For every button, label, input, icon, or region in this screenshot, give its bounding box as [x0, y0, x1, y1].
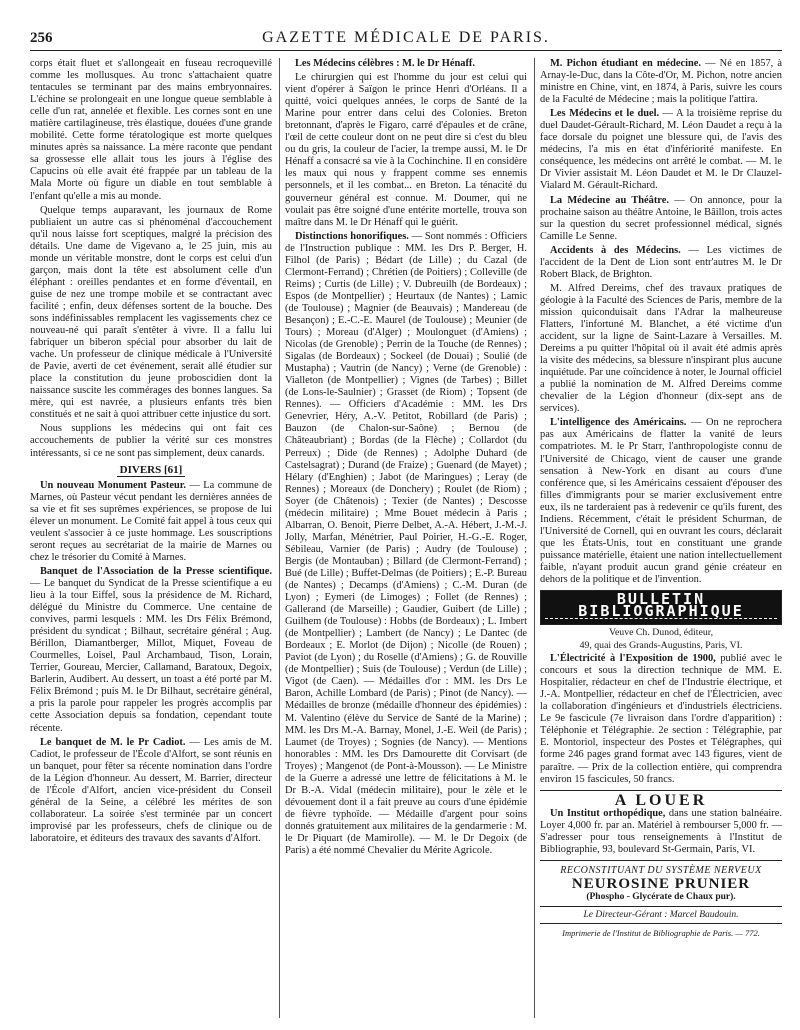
- article-title: Accidents à des Médecins.: [550, 244, 681, 256]
- article: [540, 108, 782, 192]
- article-title: Un nouveau Monument Pasteur.: [40, 479, 186, 491]
- advert-subtitle: (Phospho - Glycérate de Chaux pur).: [586, 891, 736, 902]
- column-divider: [534, 58, 535, 1018]
- article-text: — Les victimes de l'accident de la Dent de Lion sont entr'autres M. le Dr Robert Black, de Brighton.: [540, 244, 782, 280]
- divider: [540, 860, 782, 861]
- article-title: L'intelligence des Américains.: [550, 417, 687, 429]
- divider: [540, 790, 782, 791]
- article-title: La Médecine au Théâtre.: [550, 194, 669, 206]
- column-3: [540, 58, 782, 1018]
- article: [30, 566, 272, 735]
- book-notice: [540, 653, 782, 786]
- article: [30, 480, 272, 564]
- article-text: — Les amis de M. Cadiot, le professeur de l'École d'Alfort, se sont réunis en un banquet, pour fêter sa récente nomination dans l'ordre de la Légion d'honneur. Au dessert, M. Barrier, directeur de l'École d'Alfort, ancien vice-président du Conseil général de la Seine, a célébré les mérites de son collaborateur. La soirée s'est terminée par un concert improvisé par les professeurs, chefs de clinique ou de laboratoire, et éditeurs des travaux des savants d'Alfort.: [30, 736, 272, 844]
- page-header: [30, 28, 782, 51]
- ad-text: dans une station balnéaire. Loyer 4,000 fr. par an. Matériel à rembourser 5,000 fr. — S'adresser pour tous renseignements à l'Institut de Bibliographie, 93, boulevard St-Germain, Paris, VI.: [540, 807, 782, 855]
- page-number: 256: [30, 30, 53, 46]
- article-title: Les Médecins célèbres : M. le Dr Hénaff.: [295, 58, 475, 69]
- director-line: Le Directeur-Gérant : Marcel Baudouin.: [540, 906, 782, 924]
- advert-product: NEUROSINE PRUNIER: [571, 875, 751, 892]
- column-divider: [279, 58, 280, 1018]
- article: [285, 58, 527, 70]
- article: [30, 737, 272, 845]
- article-text: — Sont nommés : Officiers de l'Instruction publique : MM. les Drs P. Berger, H. Filhol (de Paris) ; Bédart (de Lille) ; du Cazal (de Clermont-Ferrand) ; Chrétien (de Poitiers) ; Colleville (de Reims) ; Curtis (de Lille) ; V. Dubreuilh (de Bordeaux) ; Espos (de Montpellier) ; Heurtaux (de Nantes) ; Lamic (de Toulouse) ; Magnier (de Beauvais) ; Mandereau (de Besançon) ; E.-C.-E. Maurel (de Toulouse) ; Meunier (de Tours) ; Moreau (d'Alger) ; Moulonguet (d'Amiens) ; Nicolas (de Grenoble) ; Perrin de la Touche (de Rennes) ; Sigalas (de Bordeaux) ; Sockeel (de Douai) ; Soulié (de Mustapha) ; Vautrin (de Nancy) ; Verne (de Grenoble) : Vialleton (de Montpellier) ; Vignes (de Tarbes) ; Billet (de Lons-le-Saulnier) ; Grasset (de Riom) ; Topsent (de Rennes). — Officiers d'Académie : MM. les Drs Genevrier, Héry, A.-V. Petitot, Robillard (de Paris) ; Bauzon (de Chalon-sur-Saône) ; Bernou (de Châteaubriant) ; Bordas (de la Flèche) ; Collardot (du Perreux) ; Dide (de Rennes) ; Adolphe Duhard (de Castelsagrat) ; Durand (de Fraize) ; Guenard (de Mayet) ; Hélary (d'Enghien) ; Jabot (de Maringues) ; Leray (de Rennes) ; Moreaux (de Donchery) ; Roulet (de Riom) ; Soyer (de Châtenois) ; Texier (de Nantes) ; Descosse (médecin militaire) ; Mme Bouet médecin à Paris ; Albarran, O. Benoit, Pierre Delbet, A.-A. Hébert, J.-M.-J. Jolly, Marfan, Ménétrier, Paul Poirier, H.-G.-E. Roger, Sébileau, Varnier (de Paris) ; Audry (de Toulouse) ; Bergis (de Montauban) ; Billard (de Clermont-Ferrand) ; Bué (de Lille) ; Buffet-Delmas (de Poitiers) ; E.-P. Bureau (de Nantes) ; Decamps (d'Amiens) ; C.-M. Duran (de Lyon) ; Eymeri (de Limoges) ; Follet (de Rennes) ; Gallerand (de Marseille) ; Gaudier, Guibert (de Lille) ; Guilhem (de Toulouse) : Hobbs (de Bordeaux) ; L. Imbert (de Montpellier) ; Lambert (de Nancy) ; Le Dantec (de Bordeaux ; E. Morlot (de Dijon) ; Nicolle (de Rouen) ; Paviot (de Lyon) ; du Roselle (d'Amiens) ; G. de Rouville (de Montpellier) ; Suis (de Toulouse) ; Verdun (de Lille) ; Vigot (de Caen). — Médailles d'or : MM. les Drs Le Baron, Achille Lombard (de Paris) ; Pinot (de Nancy). — Médailles de bronze (médaille d'honneur des épidémies) : M. Valentino (élève du Service de Santé de la Marine) ; MM. les Drs M.-A. Barnay, Monel, J.-E. Weil (de Paris) ; Laumet (de Troyes) ; Sognies (de Nancy). — Mentions honorables : MM. les Drs Damourette dit Corvisart (de Troyes) ; Mangenot (de Pont-à-Mousson). — Le Ministre de la Guerre a adressé une lettre de félicitations à M. le Dr B.-A. Vidal (médecin militaire), pour le zèle et le dévouement dont il a fait preuve au cours d'une épidémie de fièvre typhoïde. — Médaille d'argent pour soins donnés gratuitement aux militaires de la gendarmerie : M. le Dr Piquart (de Mamirolle). — M. le Dr Degoix (de Paris) a été nommé Chevalier du Mérite Agricole.: [285, 230, 527, 857]
- article: [540, 58, 782, 106]
- publisher-address: 49, quai des Grands-Augustins, Paris, VI.: [579, 640, 743, 652]
- journal-title: GAZETTE MÉDICALE DE PARIS.: [262, 29, 550, 46]
- article-title: Les Médecins et le duel.: [550, 108, 660, 120]
- ad-title: Un Institut orthopédique,: [550, 807, 666, 819]
- paragraph: Nous supplions les médecins qui ont fait ces accouchements de publier la vérité sur ces monstres intéressants, si ce ne sont pas simplement, deux canards.: [30, 423, 272, 459]
- book-title: L'Électricité à l'Exposition de 1900,: [550, 653, 716, 665]
- printer-line: Imprimerie de l'Institut de Bibliographie de Paris. — 772.: [562, 928, 760, 939]
- article-title: M. Pichon étudiant en médecine.: [550, 58, 702, 69]
- columns: [30, 58, 782, 1018]
- classified-ad: [540, 808, 782, 856]
- book-text: publié avec le concours et sous la direction technique de MM. E. Hospitalier, rédacteur en chef de l'Industrie électrique, et J.-A. Montpellier, rédacteur en chef de l'Électricien, avec la collaboration d'ingénieurs et d'industriels électriciens. Le 9e fascicule (7e livraison dans l'ordre d'apparition) : Téléphonie et Télégraphie. 2e section : Télégraphie, par E. Montoriol, inspecteur des Postes et Télégraphes, qui forme 246 pages grand format avec 143 figures, vient de paraître. — Prix de la collection entière, qui comprendra environ 15 fascicules, 50 francs.: [540, 653, 782, 785]
- article: [540, 245, 782, 281]
- article-text: — Né en 1857, à Arnay-le-Duc, dans la Côte-d'Or, M. Pichon, notre ancien ministre en Chine, vint, en 1874, à Paris, suivre les cours de la Faculté de Médecine ; mais la politique l'attira.: [540, 58, 782, 106]
- paragraph: M. Alfred Dereims, chef des travaux pratiques de géologie à la Faculté des Sciences de Paris, membre de la mission quiconduisait dans l'Adrar la malheureuse Flatters, l'infortuné M. Blanchet, a été victime d'un accident, sur la ligne de Saint-Lazare à Versailles. M. Dereims a pu quitter l'hôpital où il avait été admis après la visite des médecins, sa blessure n'inspirant plus aucune inquiétude. Par une coïncidence à noter, le Journal officiel a publié la nomination de M. Alfred Dereims comme chevalier de la Légion d'honneur (dix-sept ans de services).: [540, 282, 782, 415]
- paragraph: Quelque temps auparavant, les journaux de Rome publiaient un autre cas si phénoménal d'accouchement qu'il nous laisse fort sceptiques, malgré la précision des détails. Une dame de Vigevano a, le 25 juin, mis au monde un véritable monstre, dont le corps est celui d'un garçon, mais dont la tête est absolument celle d'un éléphant : oreilles pendantes et en forme d'éventail, en guise de nez une trompe mobile et se contractant avec facilité ; enfin, deux défenses sortent de la bouche. Des sons indéfinissables remplacent les vagissements chez ce nouveau-né qui paraît s'entêter à vivre. Il a fallu lui fabriquer un biberon spécial pour absorber du lait de vache. Un professeur de clinique médicale à l'Université de Pavie, averti de cet événement, serait allé étudier sur place la constitution du jeune proboscidien dont la naissance suscite les commérages des bonnes langues. Sa mère, qui est navrée, a plusieurs enfants très bien constitués et ne sait à quoi attribuer cette injustice du sort.: [30, 204, 272, 421]
- article-text: — On annonce, pour la prochaine saison au théâtre Antoine, le Bâillon, trois actes sur la question du secret professionnel médical, signés Camille Le Senne.: [540, 194, 782, 242]
- column-1: [30, 58, 272, 1018]
- divers-heading-block: [30, 464, 272, 477]
- divers-heading: DIVERS [61]: [117, 464, 186, 477]
- bulletin-title: BULLETIN BIBLIOGRAPHIQUE: [578, 590, 744, 621]
- article: [540, 417, 782, 586]
- article: [540, 195, 782, 243]
- article-text: — Le banquet du Syndicat de la Presse scientifique a eu lieu à la tour Eiffel, sous la présidence de M. Richard, délégué du Ministre du Commerce. Une centaine de convives, parmi lesquels : MM. les Drs Félix Brémond, président du syndicat ; Bilhaut, secrétaire général ; Aug. Bérillon, Diamantberger, Millot, Miquet, Foveau de Courmelles, Loisel, Paul Archambaud, Tison, Lorain, Terrier, Goureau, Mercier, Callamand, Baratoux, Degoix, Barlerin, Audibert. Au dessert, un toast a été porté par M. Félix Brémond ; puis M. le Dr Bilhaut, secrétaire général, a pris la parole pour rappeler les progrès accomplis par cette Association depuis sa fondation, cependant toute récente.: [30, 577, 272, 734]
- article: [285, 231, 527, 857]
- article-title: Banquet de l'Association de la Presse scientifique.: [40, 565, 272, 577]
- paragraph: corps était fluet et s'allongeait en fuseau recroquevillé comme les mollusques. Au tronc s'attachaient quatre tentacules se terminant par des mains embryonnaires. L'échine se prolongeait en une longue queue semblable à celle d'un rat, annelée et flexible. Les cornes sont en une matière cartilagineuse, très élastique, douées d'une grande mobilité. Cette forme tératologique est morte quelques minutes après sa naissance. La mère raconte que pendant sa grossesse elle allait tous les jours à l'église des Capucins où elle avait été frappée par un tableau de la Mala Morte où figure un diable en tout semblable à l'enfant qu'elle a mis au monde.: [30, 58, 272, 202]
- a-louer-heading: A LOUER: [614, 791, 708, 809]
- article-text: — On ne reprochera pas aux Américains de flatter la vanité de leurs compatriotes. M. le Pr Starr, l'anthropologiste connu de l'Université de Chicago, vient de causer une grande sensation à New-York en disant au cours d'une conférence que, si les Américains cessaient d'épouser des filles d'immigrants pour se marier exclusivement entre eux, ils ne tarderaient pas à redevenir ce qu'ils furent, des Indiens. Récemment, c'était le président Schurman, de l'Université de Cornell, qui en ouvrant les cours, déclarait que les États-Unis, tout en constituant une grande puissance matérielle, étaient une nation intellectuellement faible, n'ayant produit aucun grand génie créateur en dehors de la politique et de l'invention.: [540, 417, 782, 585]
- article-title: Distinctions honorifiques.: [295, 230, 409, 242]
- publisher-line: Veuve Ch. Dunod, éditeur,: [608, 627, 714, 639]
- article-text: Le chirurgien qui est l'homme du jour est celui qui vient d'opérer à Saïgon le prince Henri d'Orléans. Il a quitté, voici quelques années, le corps de Santé de la Marine pour entrer dans celui des Colonies. Breton bretonnant, d'après le Figaro, carré d'épaules et de crâne, l'œil de cette couleur dont on ne peut dire si c'est du bleu ou du gris, la couleur de l'acier, la trempe aussi, M. le Dr Hénaff a consacré sa vie à la Cochinchine. Il en considère les maux qui nous y frappent comme ses ennemis personnels, et il les combat... en Breton. La ténacité du gouverneur général est connue. M. Doumer, qui ne voulait pas être soigné d'une entérite mortelle, trouva son maître dans M. le Dr Hénaff qui le guérit.: [285, 72, 527, 228]
- article-text: — La commune de Marnes, où Pasteur vécut pendant les dernières années de sa vie et fit ses suprêmes expériences, se propose de lui élever un monument. Le Comité fait appel à tous ceux qui veulent s'associer à ce juste hommage. Les souscriptions seront reçues au secrétariat de la mairie de Marnes ou chez le trésorier du Comité à Marnes.: [30, 479, 272, 563]
- article-title: Le banquet de M. le Pr Cadiot.: [40, 736, 186, 748]
- newspaper-page: [30, 28, 782, 1018]
- advert-tagline: RECONSTITUANT DU SYSTÈME NERVEUX: [560, 864, 762, 876]
- column-2: [285, 58, 527, 1018]
- article-text: — A la troisième reprise du duel Daudet-Gérault-Richard, M. Léon Daudet a reçu à la face dorsale du poignet une blessure qui, de l'avis des médecins, l'a mis en état d'infériorité manifeste. En conséquence, les médecins ont arrêté le combat. — M. le Dr Vivier assistait M. Léon Daudet et M. le Dr Clauzel-Vialard M. Gérault-Richard.: [540, 108, 782, 192]
- bulletin-banner: [540, 590, 782, 625]
